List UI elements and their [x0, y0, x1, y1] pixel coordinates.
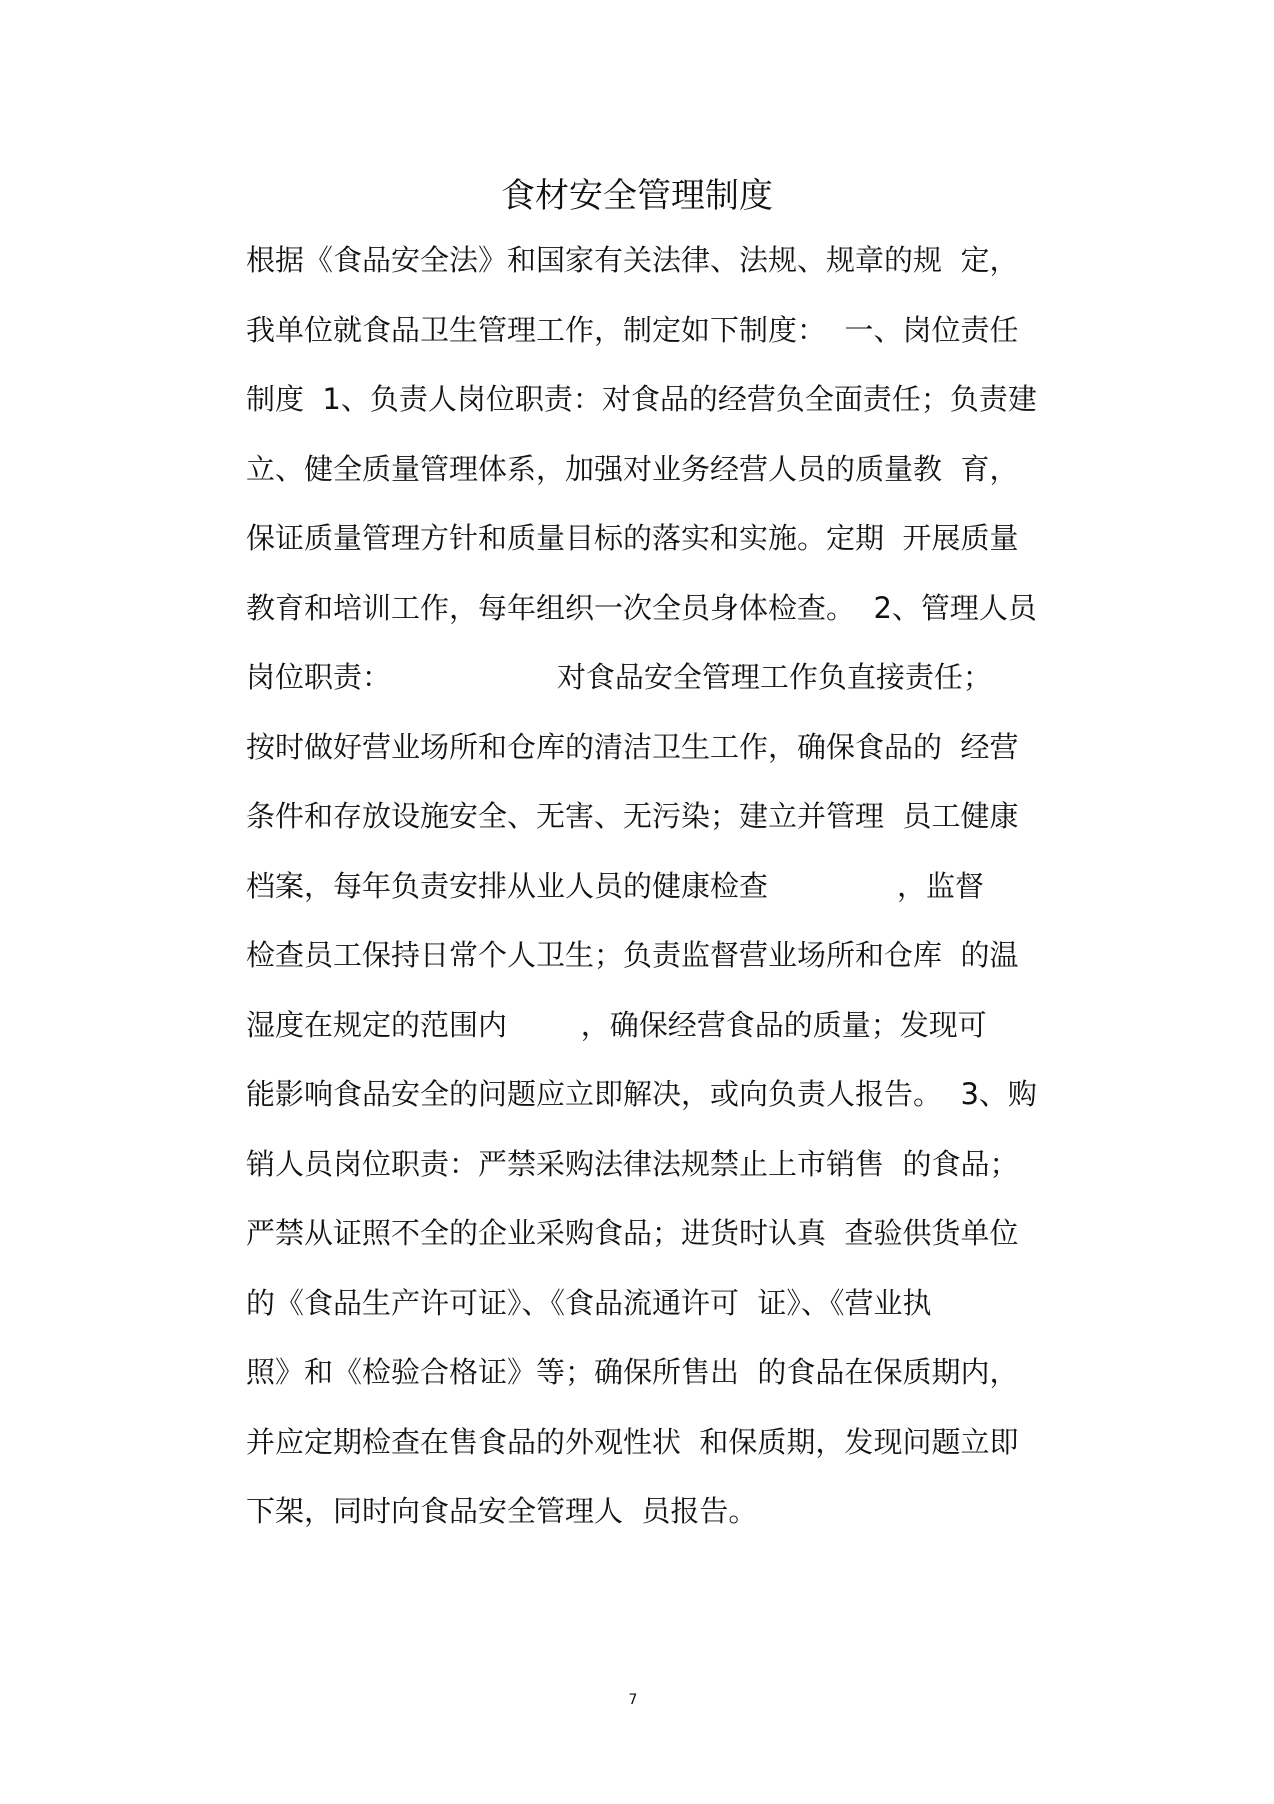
paragraph-line: 能影响食品安全的问题应立即解决，或向负责人报告。 3、购: [246, 1077, 1037, 1111]
paragraph-line: 岗位职责： 对食品安全管理工作负直接责任；: [246, 660, 992, 694]
paragraph-line: 照》和《检验合格证》等；确保所售出 的食品在保质期内，: [246, 1355, 1019, 1389]
paragraph-line: 立、健全质量管理体系，加强对业务经营人员的质量教 育，: [246, 451, 1019, 486]
document-body: [246, 240, 1096, 1561]
paragraph-line: 条件和存放设施安全、无害、无污染；建立并管理 员工健康: [246, 799, 1019, 833]
paragraph-line: 教育和培训工作，每年组织一次全员身体检查。 2、管理人员: [246, 590, 1037, 625]
paragraph-line: 根据《食品安全法》和国家有关法律、法规、规章的规 定，: [246, 243, 1019, 277]
paragraph-line: 销人员岗位职责：严禁采购法律法规禁止上市销售 的食品；: [246, 1146, 1019, 1181]
paragraph-line: 按时做好营业场所和仓库的清洁卫生工作，确保食品的 经营: [246, 729, 1019, 764]
paragraph-line: 并应定期检查在售食品的外观性状 和保质期，发现问题立即: [246, 1424, 1019, 1459]
paragraph-line: 我单位就食品卫生管理工作，制定如下制度： 一、岗位责任: [246, 312, 1019, 347]
paragraph-line: 档案，每年负责安排从业人员的健康检查 ，监督: [246, 868, 985, 903]
paragraph-line: 下架，同时向食品安全管理人 员报告。: [246, 1494, 758, 1528]
paragraph-line: 湿度在规定的范围内 ，确保经营食品的质量；发现可: [246, 1007, 987, 1042]
paragraph-line: 保证质量管理方针和质量目标的落实和实施。定期 开展质量: [246, 521, 1019, 555]
paragraph-line: 的《食品生产许可证》、《食品流通许可 证》、《营业执: [246, 1285, 932, 1320]
document-title: 食材安全管理制度: [501, 176, 773, 216]
page-number: 7: [628, 1692, 638, 1708]
paragraph-line: 制度 1、负责人岗位职责：对食品的经营负全面责任；负责建: [246, 382, 1037, 416]
paragraph-line: 检查员工保持日常个人卫生；负责监督营业场所和仓库 的温: [246, 938, 1019, 972]
paragraph-line: 严禁从证照不全的企业采购食品；进货时认真 查验供货单位: [246, 1216, 1019, 1250]
